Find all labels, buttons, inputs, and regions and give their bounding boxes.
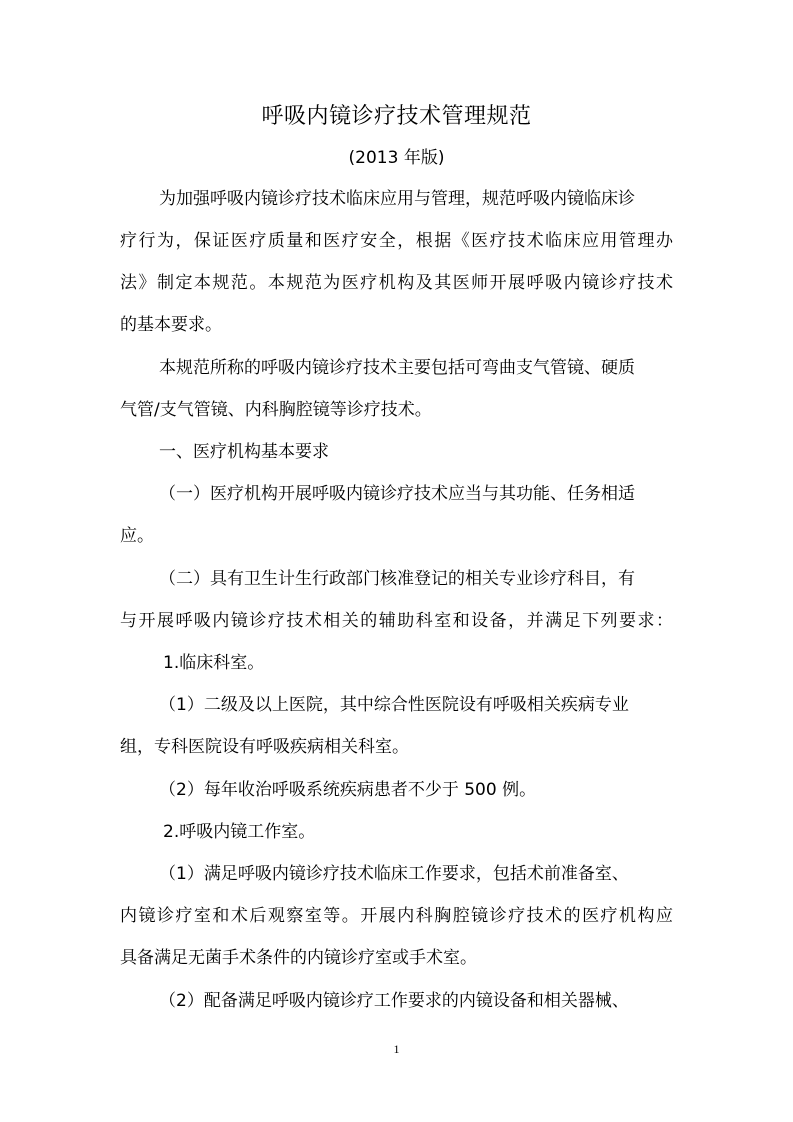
paragraph-line: （1）二级及以上医院，其中综合性医院设有呼吸相关疾病专业: [159, 695, 629, 715]
paragraph-line: （2）每年收治呼吸系统疾病患者不少于 500 例。: [159, 780, 537, 800]
paragraph-line: （2）配备满足呼吸内镜诊疗工作要求的内镜设备和相关器械、: [159, 991, 629, 1011]
document-title: 呼吸内镜诊疗技术管理规范: [261, 104, 532, 129]
subsection-heading: 1.临床科室。: [163, 653, 265, 673]
paragraph-line: 为加强呼吸内镜诊疗技术临床应用与管理，规范呼吸内镜临床诊: [159, 189, 635, 209]
paragraph-line: 法》制定本规范。本规范为医疗机构及其医师开展呼吸内镜诊疗技术: [120, 273, 673, 293]
paragraph-line: 的基本要求。: [120, 315, 222, 335]
paragraph-line: （二）具有卫生计生行政部门核准登记的相关专业诊疗科目，有: [159, 569, 635, 589]
section-heading: 一、医疗机构基本要求: [159, 442, 329, 462]
paragraph-line: 与开展呼吸内镜诊疗技术相关的辅助科室和设备，并满足下列要求：: [120, 611, 673, 631]
paragraph-line: 应。: [120, 526, 154, 546]
paragraph-line: 内镜诊疗室和术后观察室等。开展内科胸腔镜诊疗技术的医疗机构应: [120, 906, 673, 926]
paragraph-line: （一）医疗机构开展呼吸内镜诊疗技术应当与其功能、任务相适: [159, 484, 635, 504]
paragraph-line: （1）满足呼吸内镜诊疗技术临床工作要求，包括术前准备室、: [159, 864, 629, 884]
paragraph-line: 具备满足无菌手术条件的内镜诊疗室或手术室。: [120, 948, 477, 968]
document-subtitle: (2013 年版): [348, 148, 445, 168]
paragraph-line: 气管/支气管镜、内科胸腔镜等诊疗技术。: [120, 400, 432, 420]
subsection-heading: 2.呼吸内镜工作室。: [163, 822, 316, 842]
paragraph-line: 组，专科医院设有呼吸疾病相关科室。: [120, 737, 409, 757]
paragraph-line: 本规范所称的呼吸内镜诊疗技术主要包括可弯曲支气管镜、硬质: [159, 358, 635, 378]
paragraph-line: 疗行为，保证医疗质量和医疗安全，根据《医疗技术临床应用管理办: [120, 231, 673, 251]
page-number: 1: [393, 1042, 400, 1056]
